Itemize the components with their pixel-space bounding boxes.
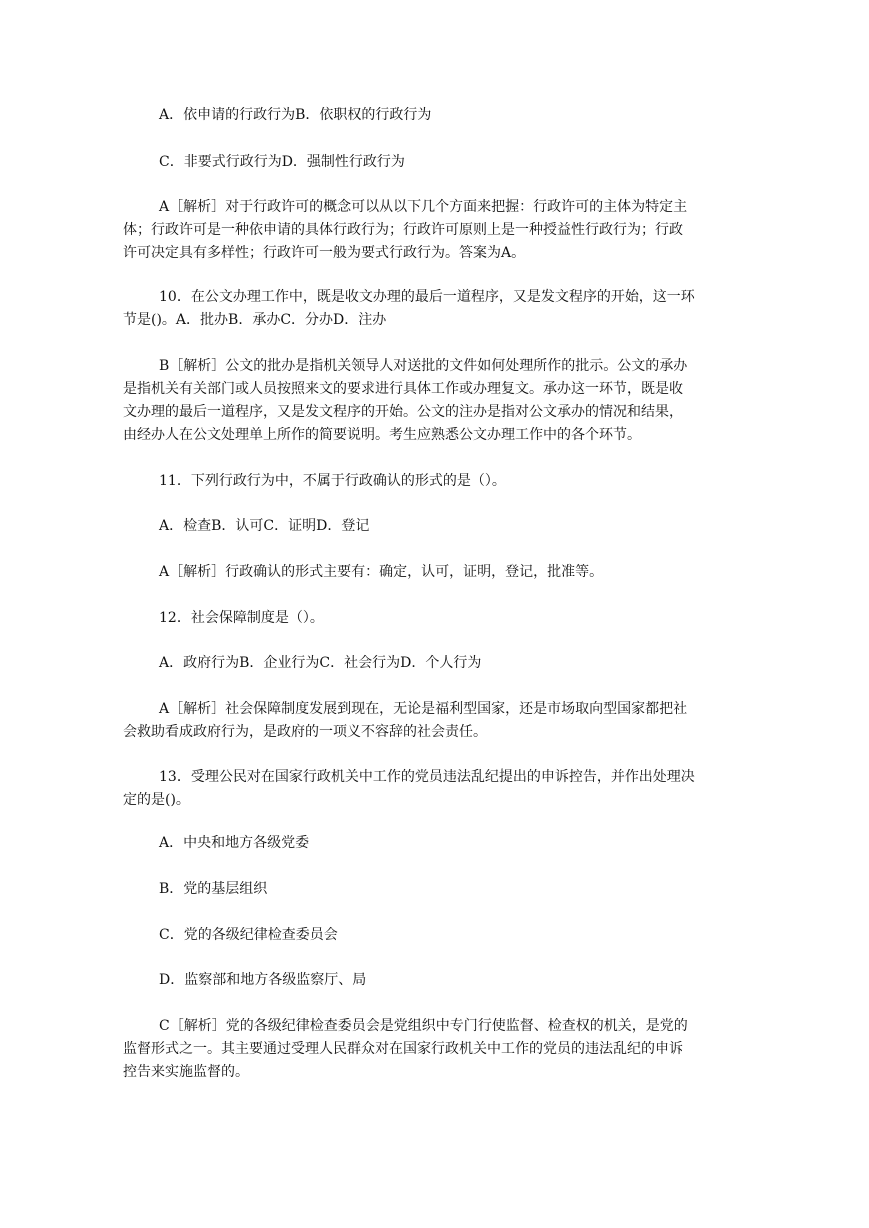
text-line: A［解析］行政确认的形式主要有：确定，认可，证明，登记，批准等。 [159,564,604,580]
text-line: C．非要式行政行为D．强制性行政行为 [159,154,405,170]
text-line: A．依申请的行政行为B．依职权的行政行为 [159,107,432,123]
text-line: C．党的各级纪律检查委员会 [159,927,338,943]
text-line: C［解析］党的各级纪律检查委员会是党组织中专门行使监督、检查权的机关，是党的 [159,1018,688,1034]
text-line: 是指机关有关部门或人员按照来文的要求进行具体工作或办理复文。承办这一环节，既是收 [123,381,683,397]
analysis-paragraph [159,561,707,584]
option-c-13 [159,924,707,947]
analysis-paragraph [123,196,719,265]
text-line: 12．社会保障制度是（）。 [159,610,324,626]
text-line: B［解析］公文的批办是指机关领导人对送批的文件如何处理所作的批示。公文的承办 [159,358,688,374]
option-a-13 [159,832,707,855]
analysis-paragraph [123,1015,719,1084]
text-line: 10．在公文办理工作中，既是收文办理的最后一道程序，又是发文程序的开始，这一环 [159,289,695,305]
text-line: 节是()。A．批办B．承办C．分办D．注办 [123,312,387,328]
text-line: 会救助看成政府行为，是政府的一项义不容辞的社会责任。 [123,724,487,740]
options-11 [159,515,707,538]
option-d-13 [159,969,707,992]
text-line: D．监察部和地方各级监察厅、局 [159,972,367,988]
text-line: A．中央和地方各级党委 [159,835,310,851]
analysis-paragraph [123,355,719,447]
text-line: 体；行政许可是一种依申请的具体行政行为；行政许可原则上是一种授益性行政行为；行政 [123,222,683,238]
question-13 [123,766,719,812]
text-line: A．检查B．认可C．证明D．登记 [159,518,370,534]
text-line: 许可决定具有多样性；行政许可一般为要式行政行为。答案为A。 [123,245,526,261]
text-line: A．政府行为B．企业行为C．社会行为D．个人行为 [159,655,482,671]
options-12 [159,652,707,675]
text-line: 定的是()。 [123,792,190,808]
analysis-paragraph [123,698,719,744]
question-10 [123,286,719,332]
option-line-ab [159,104,707,127]
text-line: 监督形式之一。其主要通过受理人民群众对在国家行政机关中工作的党员的违法乱纪的申诉 [123,1041,683,1057]
question-11 [159,470,707,493]
text-line: 文办理的最后一道程序，又是发文程序的开始。公文的注办是指对公文承办的情况和结果， [123,404,683,420]
text-line: 11．下列行政行为中，不属于行政确认的形式的是（）。 [159,473,506,489]
text-line: B．党的基层组织 [159,881,268,897]
text-line: 由经办人在公文处理单上所作的简要说明。考生应熟悉公文办理工作中的各个环节。 [123,427,641,443]
text-line: 13．受理公民对在国家行政机关中工作的党员违法乱纪提出的申诉控告，并作出处理决 [159,769,695,785]
option-line-cd [159,151,707,174]
text-line: A［解析］社会保障制度发展到现在，无论是福利型国家，还是市场取向型国家都把社 [159,701,688,717]
option-b-13 [159,878,707,901]
text-line: A［解析］对于行政许可的概念可以从以下几个方面来把握：行政许可的主体为特定主 [159,199,688,215]
text-line: 控告来实施监督的。 [123,1064,249,1080]
question-12 [159,607,707,630]
